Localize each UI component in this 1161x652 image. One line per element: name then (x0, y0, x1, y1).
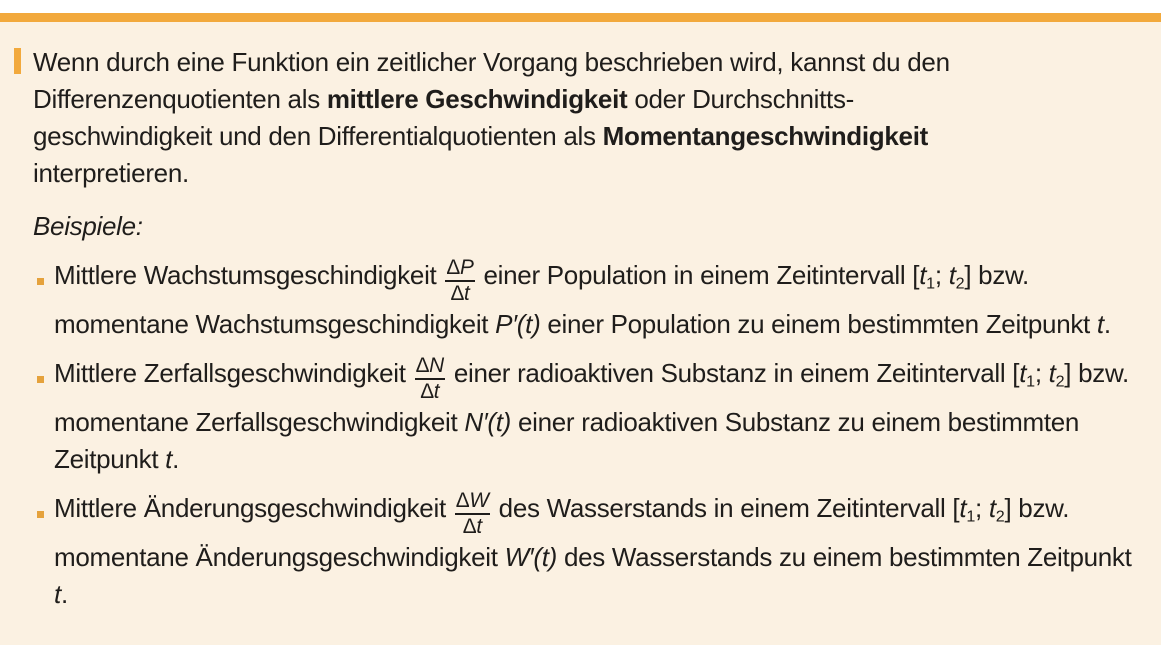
math-var: t (54, 578, 61, 609)
math-var: t (165, 443, 173, 474)
math-var: t (476, 515, 482, 539)
intro-paragraph (33, 44, 998, 192)
fraction-denominator: Δt (450, 282, 470, 306)
fraction (413, 355, 447, 404)
fraction (453, 490, 492, 539)
bold-text: Momentangeschwindigkeit (602, 121, 928, 151)
fraction-numerator: ΔP (445, 257, 474, 282)
example-item (33, 257, 1133, 343)
subscript: 1 (1026, 372, 1035, 391)
math-var: N (429, 353, 444, 377)
math-var: P (460, 256, 474, 279)
subscript: 1 (926, 274, 935, 293)
subscript: 2 (955, 274, 965, 293)
fraction-denominator: Δt (420, 380, 440, 404)
math-var: P′(t) (495, 308, 541, 339)
examples-list (33, 257, 1133, 613)
example-item (33, 490, 1133, 613)
bullet-square-icon (37, 376, 44, 383)
math-var: N′(t) (464, 406, 512, 437)
subscript: 2 (995, 507, 1005, 526)
bullet-square-icon (37, 278, 44, 285)
intro-text: Wenn durch eine Funktion ein zeitlicher Vorgang beschrieben wird, kannst du den Differenzenquotienten als mittlere Geschwindigkeit oder Durchschnitts-geschwindigkeit und den Differentialquotienten als Momentangeschwindigkeit interpretieren. (33, 47, 950, 188)
example-text: Mittlere Änderungsgeschwindigkeit $\frac{\Delta W}{\Delta t}$ des Wasserstands in einem Zeitintervall [$t_1$; $t_2$] bzw. momentane Änderungsgeschwindigkeit W′(t) des Wasserstands zu einem bestimmten Zeitpunkt t. (54, 488, 1132, 609)
examples-heading: Beispiele: (33, 211, 143, 241)
example-item (33, 355, 1133, 478)
math-var: t (959, 493, 967, 524)
math-var: t (1048, 358, 1056, 389)
math-var: t (1019, 358, 1027, 389)
bold-text: mittlere Geschwindigkeit (326, 84, 628, 114)
bullet-square-icon (37, 511, 44, 518)
fraction-numerator: ΔW (455, 490, 490, 515)
example-text: Mittlere Zerfallsgeschwindigkeit $\frac{\Delta N}{\Delta t}$ einer radioaktiven Substanz in einem Zeitintervall [$t_1$; $t_2$] bzw. momentane Zerfallsgeschwindigkeit N′(t) einer radioaktiven Substanz zu einem bestimmten Zeitpunkt t. (54, 353, 1129, 474)
subscript: 2 (1055, 372, 1065, 391)
math-var: W (469, 488, 489, 512)
math-var: t (988, 493, 996, 524)
fraction-numerator: ΔN (415, 355, 445, 380)
subscript: 1 (966, 507, 975, 526)
math-var: t (919, 260, 927, 291)
hint-box (0, 22, 1161, 645)
fraction (443, 257, 476, 306)
math-var: t (464, 282, 470, 306)
example-text: Mittlere Wachstumsgeschindigkeit $\frac{\Delta P}{\Delta t}$ einer Population in einem Zeitintervall [$t_1$; $t_2$] bzw. momentane Wachstumsgeschindigkeit P′(t) einer Population zu einem bestimmten Zeitpunkt t. (54, 256, 1111, 339)
intro-accent-marker (14, 48, 21, 74)
math-var: t (948, 260, 956, 291)
fraction-denominator: Δt (462, 515, 482, 539)
accent-top-bar (0, 13, 1161, 22)
math-var: t (1096, 308, 1104, 339)
math-var: t (433, 380, 440, 404)
math-var: W′(t) (504, 541, 558, 572)
